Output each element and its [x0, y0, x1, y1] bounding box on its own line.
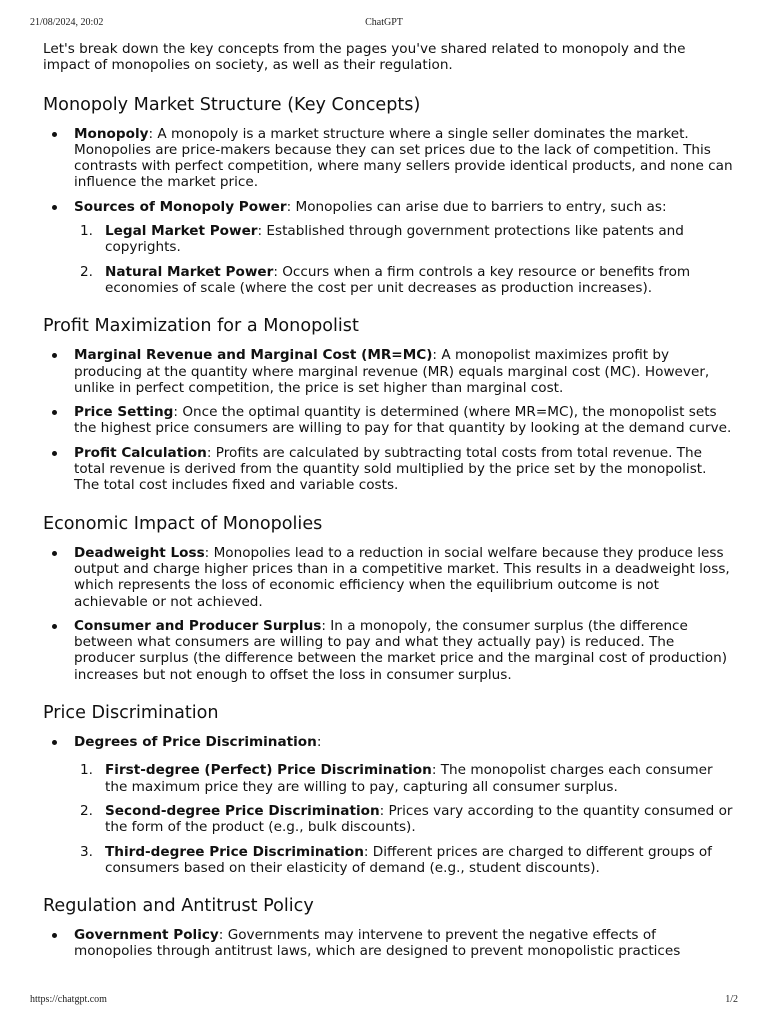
- item-term: Natural Market Power: [105, 263, 274, 280]
- bullet-text: : Governments may intervene to prevent the negative effects of monopolies through antitrust laws, which are designed to prevent monopolistic practices: [74, 927, 681, 960]
- item-term: First-degree (Perfect) Price Discrimination: [105, 762, 432, 779]
- item-term: Second-degree Price Discrimination: [105, 802, 380, 819]
- bullet-term: Degrees of Price Discrimination: [74, 734, 317, 751]
- numbered-item: [74, 844, 733, 877]
- bullet-term: Marginal Revenue and Marginal Cost (MR=MC): [74, 347, 433, 364]
- item-term: Third-degree Price Discrimination: [105, 843, 364, 860]
- section-heading: Profit Maximization for a Monopolist: [43, 316, 359, 337]
- item-number: 1.: [80, 762, 93, 779]
- item-number: 3.: [80, 843, 93, 860]
- numbered-item: [74, 762, 733, 795]
- bullet-text: : Once the optimal quantity is determined (where MR=MC), the monopolist sets the highest price consumers are willing to pay for that quantity by looking at the demand curve.: [74, 404, 732, 437]
- bullet-list: [43, 347, 733, 493]
- bullet-item: [43, 404, 733, 437]
- print-header: [30, 17, 738, 31]
- item-text: : Prices vary according to the quantity consumed or the form of the product (e.g., bulk discounts).: [105, 802, 733, 836]
- numbered-item: [74, 803, 733, 836]
- bullet-list: [43, 545, 733, 683]
- bullet-text: : In a monopoly, the consumer surplus (the difference between what consumers are willing to pay and what they actually pay) is reduced. The producer surplus (the difference between the market price and the marginal cost of production) increases but not enough to offset the loss in consumer surplus.: [74, 617, 728, 683]
- print-datetime: 21/08/2024, 20:02: [30, 17, 104, 28]
- bullet-item: [43, 545, 733, 610]
- bullet-item: [43, 445, 733, 494]
- numbered-list: [74, 762, 733, 876]
- print-url-link[interactable]: https://chatgpt.com: [30, 994, 107, 1005]
- section-heading: Economic Impact of Monopolies: [43, 513, 323, 534]
- item-term: Legal Market Power: [105, 223, 258, 240]
- print-page-title: ChatGPT: [365, 17, 403, 28]
- bullet-term: Deadweight Loss: [74, 544, 205, 561]
- item-text: : Established through government protections like patents and copyrights.: [105, 223, 684, 256]
- bullet-item: [43, 347, 733, 396]
- bullet-list: [43, 734, 733, 876]
- bullet-term: Price Setting: [74, 404, 174, 421]
- bullet-list: [43, 927, 733, 960]
- section-heading: Regulation and Antitrust Policy: [43, 896, 314, 917]
- bullet-term: Profit Calculation: [74, 444, 207, 461]
- bullet-term: Monopoly: [74, 125, 149, 142]
- bullet-item: [43, 734, 733, 876]
- bullet-item: [43, 618, 733, 683]
- item-number: 2.: [80, 802, 93, 819]
- numbered-item: [74, 223, 733, 256]
- document-content: [43, 41, 733, 960]
- numbered-list: [74, 223, 733, 296]
- intro-paragraph: Let's break down the key concepts from the pages you've shared related to monopoly and the impact of monopolies on society, as well as their regulation.: [43, 41, 686, 74]
- numbered-item: [74, 264, 733, 297]
- bullet-text: : A monopolist maximizes profit by producing at the quantity where marginal revenue (MR) equals marginal cost (MC). However, unlike in perfect competition, the price is set higher than marginal cost.: [74, 347, 710, 396]
- bullet-text: :: [316, 734, 322, 751]
- bullet-item: [43, 199, 733, 296]
- print-footer: [30, 994, 738, 1008]
- item-number: 1.: [80, 223, 93, 240]
- bullet-term: Sources of Monopoly Power: [74, 198, 287, 215]
- bullet-text: : Profits are calculated by subtracting total costs from total revenue. The total revenue is derived from the quantity sold multiplied by the price set by the monopolist. The total cost includes fixed and variable costs.: [74, 444, 707, 494]
- item-text: : Occurs when a firm controls a key resource or benefits from economies of scale (where the cost per unit decreases as production increases).: [105, 263, 691, 296]
- bullet-item: [43, 927, 733, 960]
- bullet-text: : A monopoly is a market structure where a single seller dominates the market. Monopolies are price-makers because they can set prices due to the lack of competition. This contrasts with perfect competition, where many sellers provide identical products, and none can influence the market price.: [74, 125, 733, 191]
- bullet-text: : Monopolies lead to a reduction in social welfare because they produce less output and charge higher prices than in a competitive market. This results in a deadweight loss, which represents the loss of economic efficiency when the equilibrium outcome is not achievable or not achieved.: [74, 544, 730, 610]
- item-text: : The monopolist charges each consumer the maximum price they are willing to pay, capturing all consumer surplus.: [105, 762, 713, 795]
- bullet-term: Consumer and Producer Surplus: [74, 617, 322, 634]
- section-heading: Price Discrimination: [43, 703, 219, 724]
- bullet-list: [43, 126, 733, 297]
- page-number: 1/2: [725, 994, 738, 1005]
- bullet-text: : Monopolies can arise due to barriers to entry, such as:: [286, 198, 667, 215]
- bullet-item: [43, 126, 733, 191]
- item-text: : Different prices are charged to different groups of consumers based on their elasticity of demand (e.g., student discounts).: [105, 843, 712, 876]
- item-number: 2.: [80, 263, 93, 280]
- bullet-term: Government Policy: [74, 927, 219, 944]
- section-heading: Monopoly Market Structure (Key Concepts): [43, 94, 421, 115]
